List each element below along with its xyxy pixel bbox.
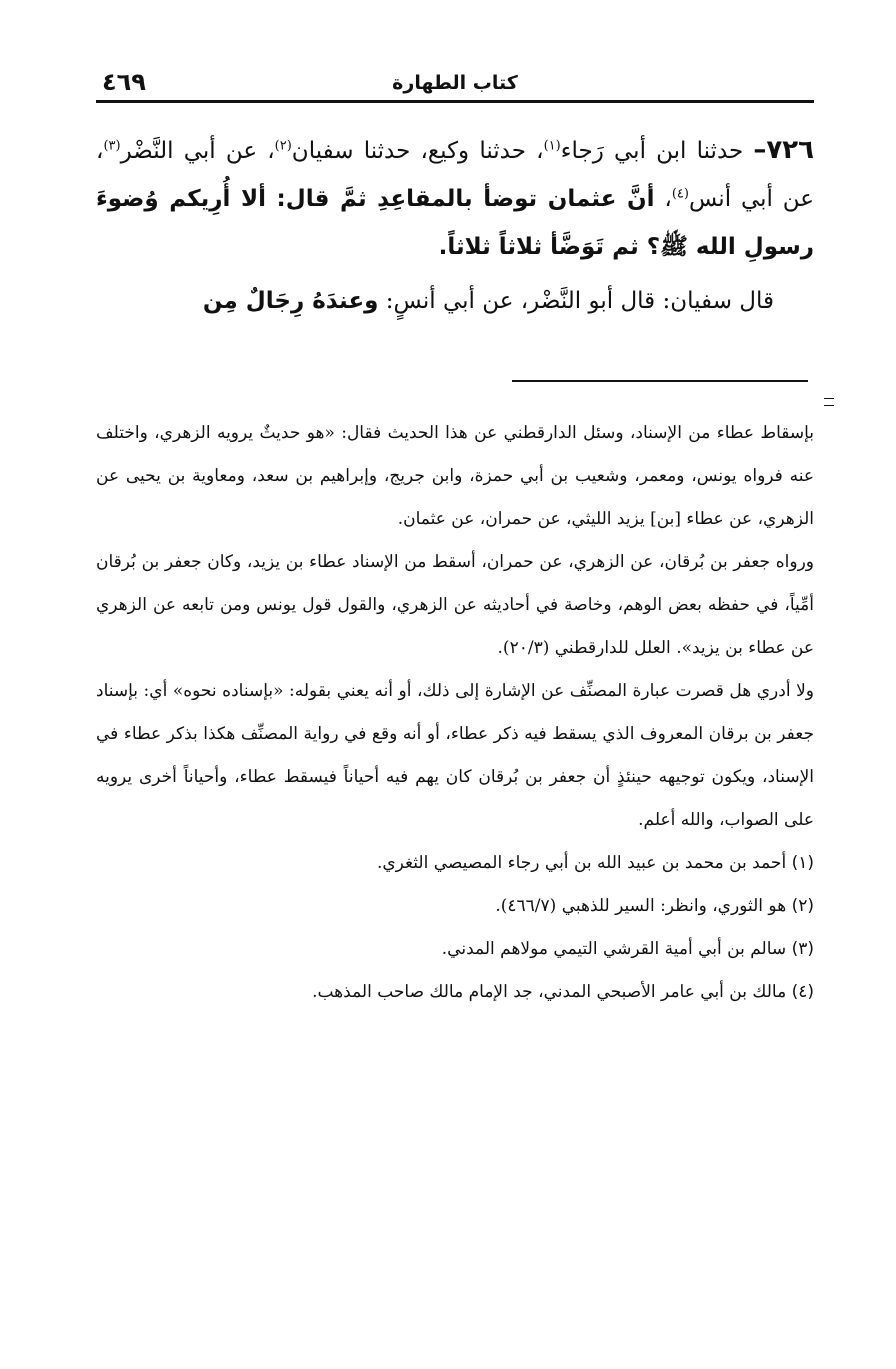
- footnote-number: (٤): [791, 982, 814, 1002]
- isnad-part-4: ، عن أبي أنس: [96, 138, 815, 212]
- isnad-part-3: ، عن أبي النَّضْر: [120, 138, 275, 164]
- footnote-number: (٢): [791, 896, 814, 916]
- page-header: [96, 66, 814, 103]
- footnote-ref-3: (٣): [103, 138, 121, 154]
- continuation-mark: [824, 398, 834, 406]
- footnote-ref-2: (٢): [274, 138, 292, 154]
- isnad-part-2: ، حدثنا وكيع، حدثنا سفيان: [291, 138, 544, 164]
- footnote-1: [96, 842, 814, 885]
- hadith-number: ٧٢٦–: [753, 135, 815, 165]
- narration-bold: وعندَهُ رِجَالٌ مِن: [202, 288, 379, 314]
- footnote-continuation-3: ولا أدري هل قصرت عبارة المصنِّف عن الإشارة إلى ذلك، أو أنه يعني بقوله: «بإسناده نحوه» أي: بإسناد جعفر بن برقان المعروف الذي يسقط فيه ذكر عطاء، أو أنه وقع في رواية المصنِّف هكذا بذكر عطاء في الإسناد، ويكون توجيهه حينئذٍ أن جعفر بن بُرقان كان يهم فيه أحياناً فيسقط عطاء، وأحياناً أخرى يرويه على الصواب، والله أعلم.: [96, 681, 814, 830]
- footnote-2: [96, 885, 814, 928]
- footnote-number: (١): [791, 853, 814, 873]
- footnote-continuation-2: ورواه جعفر بن بُرقان، عن الزهري، عن حمران، أسقط من الإسناد عطاء بن يزيد، وكان جعفر بن بُرقان أمِّياً، في حفظه بعض الوهم، وخاصة في أحاديثه عن الزهري، والقول قول يونس ومن تابعه عن الزهري عن عطاء بن يزيد». العلل للدارقطني (٢٠/٣).: [96, 552, 814, 658]
- page-number: ٤٦٩: [102, 68, 146, 96]
- footnote-ref-4: (٤): [671, 186, 689, 202]
- chapter-title: كتاب الطهارة: [392, 72, 518, 94]
- footnote-ref-1: (١): [543, 138, 561, 154]
- hadith-text: [96, 126, 814, 325]
- footnote-continuation-1: بإسقاط عطاء من الإسناد، وسئل الدارقطني عن هذا الحديث فقال: «هو حديثٌ يرويه الزهري، واختلف عنه فرواه يونس، ومعمر، وشعيب بن أبي حمزة، وابن جريج، وإبراهيم بن سعد، ومعاوية بن يحيى عن الزهري، عن عطاء [بن] يزيد الليثي، عن حمران، عن عثمان.: [96, 423, 814, 529]
- footnote-text: مالك بن أبي عامر الأصبحي المدني، جد الإمام مالك صاحب المذهب.: [312, 982, 787, 1002]
- isnad-part-5: ،: [654, 186, 672, 212]
- footnote-number: (٣): [791, 939, 814, 959]
- matn-text: أنَّ عثمان توضأ بالمقاعِدِ ثمَّ قال: ألا أُرِيكم وُضوءَ رسولِ الله ﷺ؟ ثم تَوَضَّأ ثلاثاً ثلاثاً.: [96, 186, 814, 260]
- footnote-separator: [512, 380, 808, 382]
- narration-plain: قال سفيان: قال أبو النَّضْر، عن أبي أنسٍ:: [378, 288, 774, 314]
- narration-paragraph: [96, 277, 814, 325]
- footnotes-section: [96, 412, 814, 1014]
- footnote-3: [96, 928, 814, 971]
- footnote-text: أحمد بن محمد بن عبيد الله بن أبي رجاء المصيصي الثغري.: [376, 853, 787, 873]
- footnote-4: [96, 971, 814, 1014]
- footnote-text: هو الثوري، وانظر: السير للذهبي (٤٦٦/٧).: [495, 896, 787, 916]
- footnote-text: سالم بن أبي أمية القرشي التيمي مولاهم المدني.: [441, 939, 787, 959]
- hadith-paragraph: [96, 126, 814, 271]
- isnad-part-1: حدثنا ابن أبي رَجاء: [560, 138, 744, 164]
